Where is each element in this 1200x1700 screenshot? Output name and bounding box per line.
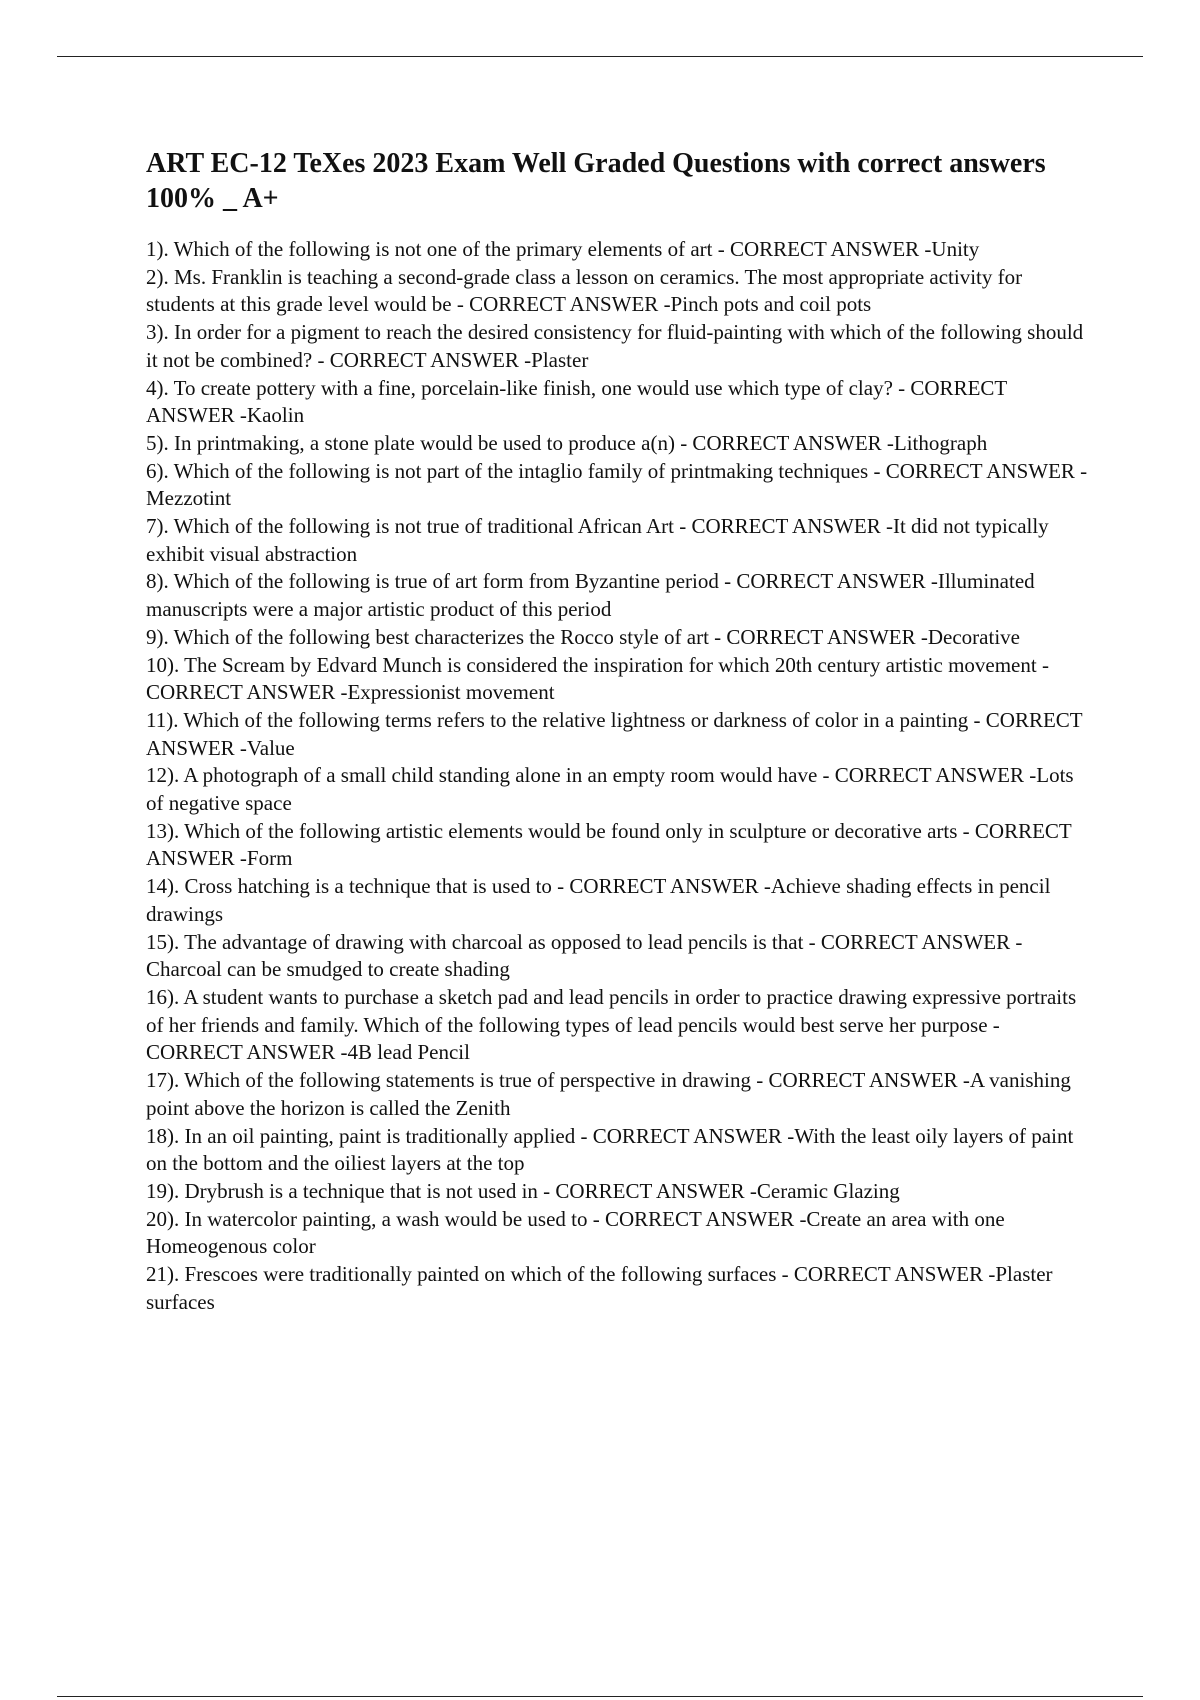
question-item-10: 10). The Scream by Edvard Munch is considered the inspiration for which 20th century artistic movement - CORRECT ANSWER -Expressionist movement xyxy=(146,652,1049,705)
question-item-3: 3). In order for a pigment to reach the desired consistency for fluid-painting with which of the following should it not be combined? - CORRECT ANSWER -Plaster xyxy=(146,320,1084,372)
document-title: ART EC-12 TeXes 2023 Exam Well Graded Questions with correct answers 100% _ A+ xyxy=(146,148,1046,214)
question-item-1: 1). Which of the following is not one of the primary elements of art - CORRECT ANSWER -Unity xyxy=(146,237,980,261)
question-item-16: 16). A student wants to purchase a sketch pad and lead pencils in order to practice drawing expressive portraits of her friends and family. Which of the following types of lead pencils would best serve her purpose - CORRECT ANSWER -4B lead Pencil xyxy=(146,984,1077,1065)
question-item-13: 13). Which of the following artistic elements would be found only in sculpture or decorative arts - CORRECT ANSWER -Form xyxy=(146,818,1072,871)
footer-rule xyxy=(57,1696,1143,1697)
question-item-4: 4). To create pottery with a fine, porcelain-like finish, one would use which type of clay? - CORRECT ANSWER -Kaolin xyxy=(146,375,1007,428)
question-item-17: 17). Which of the following statements is true of perspective in drawing - CORRECT ANSWER -A vanishing point above the horizon is called the Zenith xyxy=(146,1068,1071,1120)
question-item-7: 7). Which of the following is not true of traditional African Art - CORRECT ANSWER -It did not typically exhibit visual abstraction xyxy=(146,514,1049,566)
question-item-6: 6). Which of the following is not part of the intaglio family of printmaking techniques - CORRECT ANSWER -Mezzotint xyxy=(146,458,1088,511)
page-content xyxy=(146,146,1096,1316)
question-list xyxy=(146,236,1096,1316)
question-item-19: 19). Drybrush is a technique that is not used in - CORRECT ANSWER -Ceramic Glazing xyxy=(146,1178,900,1203)
question-item-14: 14). Cross hatching is a technique that is used to - CORRECT ANSWER -Achieve shading effects in pencil drawings xyxy=(146,874,1051,926)
question-item-8: 8). Which of the following is true of art form from Byzantine period - CORRECT ANSWER -Illuminated manuscripts were a major artistic product of this period xyxy=(146,569,1035,622)
header-rule xyxy=(57,56,1143,57)
question-item-2: 2). Ms. Franklin is teaching a second-grade class a lesson on ceramics. The most appropriate activity for students at this grade level would be - CORRECT ANSWER -Pinch pots and coil pots xyxy=(146,264,1023,317)
question-item-12: 12). A photograph of a small child standing alone in an empty room would have - CORRECT ANSWER -Lots of negative space xyxy=(146,763,1074,816)
question-item-15: 15). The advantage of drawing with charcoal as opposed to lead pencils is that - CORRECT ANSWER -Charcoal can be smudged to create shading xyxy=(146,929,1023,982)
question-item-5: 5). In printmaking, a stone plate would be used to produce a(n) - CORRECT ANSWER -Lithograph xyxy=(146,430,988,455)
question-item-9: 9). Which of the following best characterizes the Rocco style of art - CORRECT ANSWER -Decorative xyxy=(146,624,1020,649)
question-item-11: 11). Which of the following terms refers to the relative lightness or darkness of color in a painting - CORRECT ANSWER -Value xyxy=(146,707,1083,760)
question-item-18: 18). In an oil painting, paint is traditionally applied - CORRECT ANSWER -With the least oily layers of paint on the bottom and the oiliest layers at the top xyxy=(146,1123,1074,1176)
question-item-21: 21). Frescoes were traditionally painted on which of the following surfaces - CORRECT ANSWER -Plaster surfaces xyxy=(146,1262,1053,1314)
question-item-20: 20). In watercolor painting, a wash would be used to - CORRECT ANSWER -Create an area with one Homeogenous color xyxy=(146,1206,1005,1259)
